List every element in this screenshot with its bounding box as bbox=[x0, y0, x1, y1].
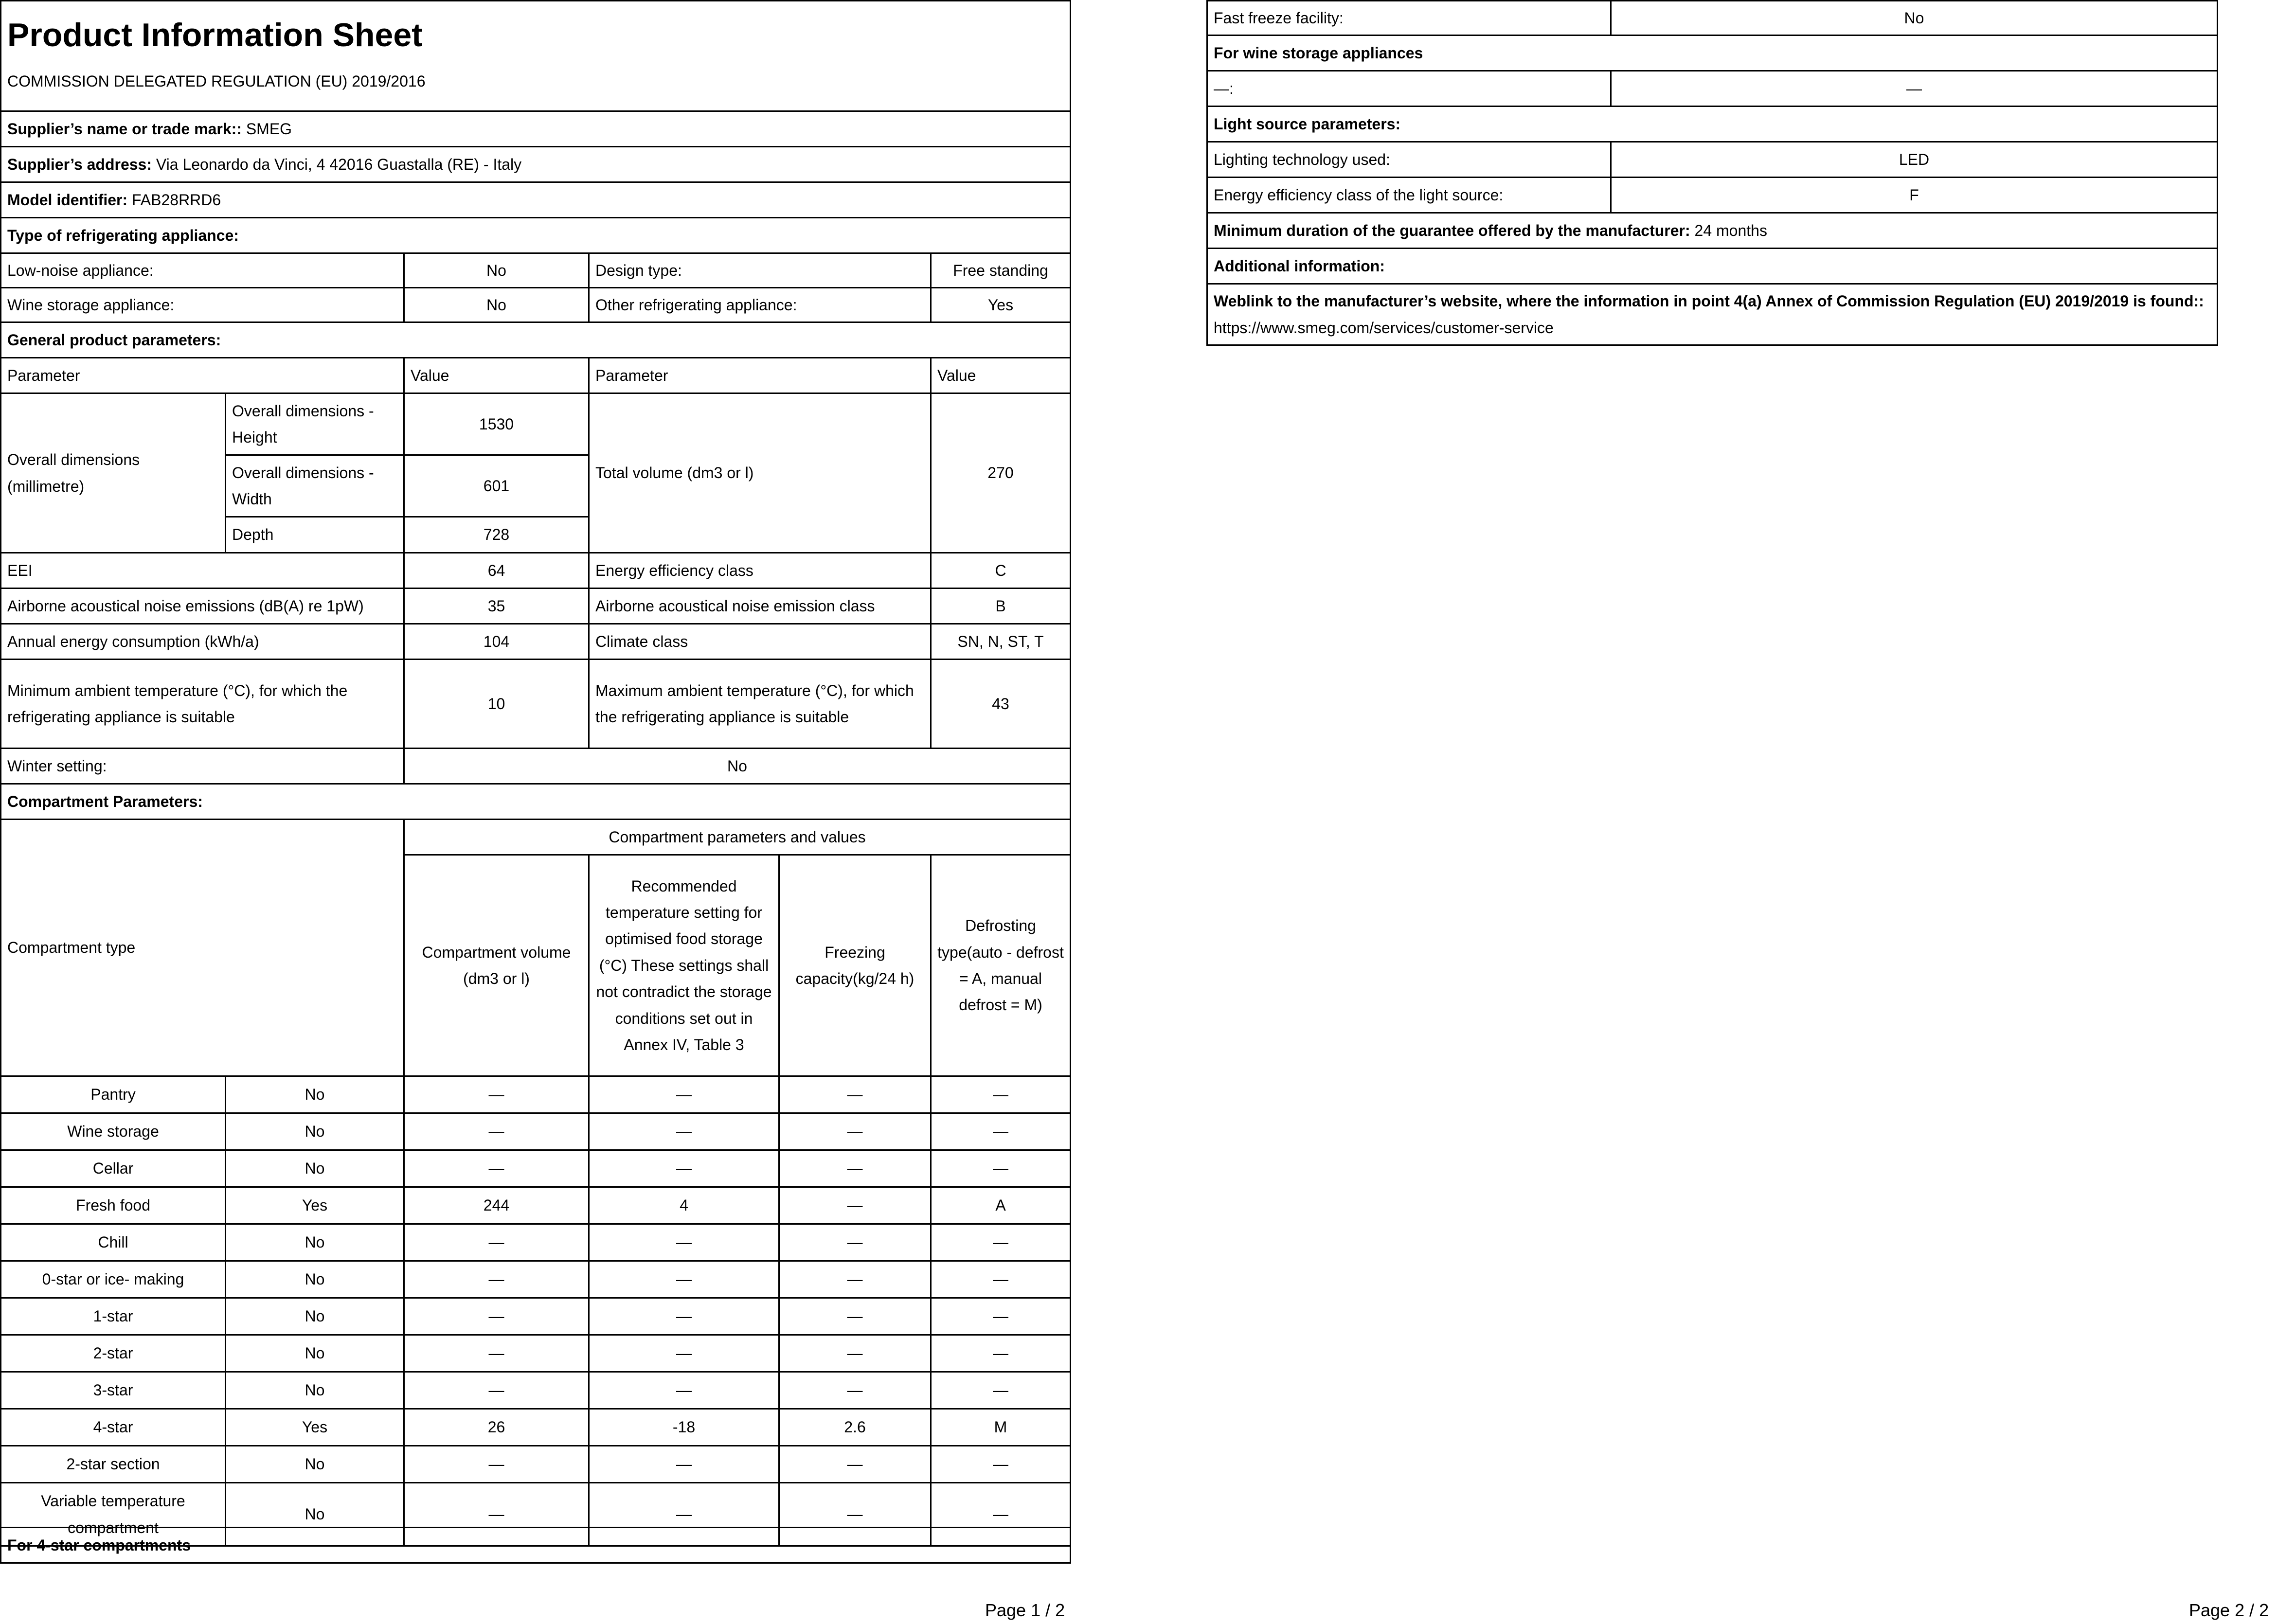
compartment-present-cell: No bbox=[225, 1075, 405, 1114]
compartment-name-cell: Variable temperature compartment bbox=[0, 1482, 226, 1547]
compartment-temp-cell: — bbox=[588, 1149, 780, 1188]
compartment-volume-cell: — bbox=[403, 1334, 590, 1373]
compartment-freeze-cell: — bbox=[778, 1075, 932, 1114]
weblink-row bbox=[1206, 283, 2218, 346]
guarantee-label: Minimum duration of the guarantee offered by the manufacturer: bbox=[1214, 221, 1690, 239]
compartment-volume-cell: — bbox=[403, 1482, 590, 1547]
depth-value: 728 bbox=[403, 516, 590, 553]
compartment-defrost-cell: — bbox=[930, 1260, 1071, 1299]
compartment-defrost-cell: — bbox=[930, 1149, 1071, 1188]
annual-energy-label: Annual energy consumption (kWh/a) bbox=[0, 623, 405, 660]
compartment-defrost-cell: — bbox=[930, 1482, 1071, 1547]
compartment-temp-cell: -18 bbox=[588, 1408, 780, 1446]
eei-label: EEI bbox=[0, 552, 405, 589]
compartment-temp-cell: — bbox=[588, 1112, 780, 1151]
width-value: 601 bbox=[403, 454, 590, 518]
compartment-temp-cell: — bbox=[588, 1297, 780, 1336]
overall-dims-label: Overall dimensions (millimetre) bbox=[0, 393, 226, 553]
compartment-volume-cell: 26 bbox=[403, 1408, 590, 1446]
compartment-name-cell: Chill bbox=[0, 1223, 226, 1262]
page-title: Product Information Sheet bbox=[7, 17, 423, 54]
fast-freeze-label: Fast freeze facility: bbox=[1206, 0, 1612, 36]
type-heading: Type of refrigerating appliance: bbox=[0, 217, 1071, 254]
compartment-name-cell: 2-star bbox=[0, 1334, 226, 1373]
compartment-volume-cell: — bbox=[403, 1445, 590, 1483]
noise-value: 35 bbox=[403, 588, 590, 625]
compartment-defrost-cell: — bbox=[930, 1223, 1071, 1262]
compartment-present-cell: No bbox=[225, 1112, 405, 1151]
compartment-defrost-cell: — bbox=[930, 1334, 1071, 1373]
compartment-volume-cell: — bbox=[403, 1223, 590, 1262]
climate-value: SN, N, ST, T bbox=[930, 623, 1071, 660]
compartment-present-cell: Yes bbox=[225, 1186, 405, 1225]
width-label: Overall dimensions - Width bbox=[225, 454, 405, 518]
compartment-name-cell: Wine storage bbox=[0, 1112, 226, 1151]
wine-dash-value: — bbox=[1610, 70, 2218, 107]
light-heading: Light source parameters: bbox=[1206, 106, 2218, 143]
compartment-freeze-cell: — bbox=[778, 1371, 932, 1410]
compartment-volume-cell: — bbox=[403, 1260, 590, 1299]
other-ref-label: Other refrigerating appliance: bbox=[588, 287, 932, 323]
supplier-address-value: Via Leonardo da Vinci, 4 42016 Guastalla (RE) - Italy bbox=[156, 155, 522, 173]
depth-label: Depth bbox=[225, 516, 405, 553]
light-class-label: Energy efficiency class of the light source: bbox=[1206, 177, 1612, 214]
compartment-name-cell: 0-star or ice- making bbox=[0, 1260, 226, 1299]
compartment-present-cell: No bbox=[225, 1371, 405, 1410]
compartment-name-cell: 1-star bbox=[0, 1297, 226, 1336]
compartment-defrost-cell: M bbox=[930, 1408, 1071, 1446]
compartment-temp-cell: — bbox=[588, 1445, 780, 1483]
height-value: 1530 bbox=[403, 393, 590, 456]
compartment-freeze-cell: — bbox=[778, 1260, 932, 1299]
compartment-freeze-cell: 2.6 bbox=[778, 1408, 932, 1446]
min-temp-label: Minimum ambient temperature (°C), for which the refrigerating appliance is suitable bbox=[0, 659, 405, 749]
wine-dash-label: —: bbox=[1206, 70, 1612, 107]
compartment-present-cell: No bbox=[225, 1223, 405, 1262]
energy-class-label: Energy efficiency class bbox=[588, 552, 932, 589]
col-defrost-header: Defrosting type(auto - defrost = A, manual defrost = M) bbox=[930, 854, 1071, 1077]
page-2 bbox=[1206, 0, 2277, 1624]
value-col-header: Value bbox=[403, 357, 590, 394]
max-temp-value: 43 bbox=[930, 659, 1071, 749]
compartment-temp-cell: — bbox=[588, 1075, 780, 1114]
supplier-name-value: SMEG bbox=[246, 120, 292, 138]
compartment-volume-cell: — bbox=[403, 1297, 590, 1336]
compartment-freeze-cell: — bbox=[778, 1445, 932, 1483]
supplier-name-row bbox=[0, 110, 1071, 147]
compartment-volume-cell: — bbox=[403, 1371, 590, 1410]
winter-label: Winter setting: bbox=[0, 748, 405, 785]
compartment-volume-cell: — bbox=[403, 1075, 590, 1114]
winter-value: No bbox=[403, 748, 1071, 785]
guarantee-row bbox=[1206, 212, 2218, 249]
compartment-defrost-cell: — bbox=[930, 1112, 1071, 1151]
noise-label: Airborne acoustical noise emissions (dB(A) re 1pW) bbox=[0, 588, 405, 625]
compartment-present-cell: Yes bbox=[225, 1408, 405, 1446]
annual-energy-value: 104 bbox=[403, 623, 590, 660]
compartment-present-cell: No bbox=[225, 1334, 405, 1373]
lighting-value: LED bbox=[1610, 141, 2218, 178]
model-row bbox=[0, 181, 1071, 218]
four-star-heading: For 4-star compartments bbox=[0, 1527, 1071, 1564]
supplier-address-label: Supplier’s address: bbox=[7, 155, 152, 173]
total-volume-value: 270 bbox=[930, 393, 1071, 553]
fast-freeze-value: No bbox=[1610, 0, 2218, 36]
compartment-temp-cell: — bbox=[588, 1260, 780, 1299]
parameter-col-header: Parameter bbox=[0, 357, 405, 394]
compartment-temp-cell: — bbox=[588, 1334, 780, 1373]
general-heading: General product parameters: bbox=[0, 321, 1071, 358]
wine-storage-label: Wine storage appliance: bbox=[0, 287, 405, 323]
compartment-present-cell: No bbox=[225, 1482, 405, 1547]
compartment-volume-cell: — bbox=[403, 1149, 590, 1188]
wine-storage-value: No bbox=[403, 287, 590, 323]
wine-heading: For wine storage appliances bbox=[1206, 35, 2218, 71]
low-noise-value: No bbox=[403, 252, 590, 288]
col-freezing-header: Freezing capacity(kg/24 h) bbox=[778, 854, 932, 1077]
compartment-name-cell: 3-star bbox=[0, 1371, 226, 1410]
regulation-text: COMMISSION DELEGATED REGULATION (EU) 2019/2016 bbox=[7, 72, 426, 90]
light-class-value: F bbox=[1610, 177, 2218, 214]
compartment-name-cell: Cellar bbox=[0, 1149, 226, 1188]
compartment-present-cell: No bbox=[225, 1149, 405, 1188]
model-label: Model identifier: bbox=[7, 191, 128, 209]
compartment-name-cell: 2-star section bbox=[0, 1445, 226, 1483]
design-type-label: Design type: bbox=[588, 252, 932, 288]
total-volume-label: Total volume (dm3 or l) bbox=[588, 393, 932, 553]
compartment-freeze-cell: — bbox=[778, 1482, 932, 1547]
compartment-freeze-cell: — bbox=[778, 1149, 932, 1188]
compartment-defrost-cell: — bbox=[930, 1297, 1071, 1336]
min-temp-value: 10 bbox=[403, 659, 590, 749]
compartment-freeze-cell: — bbox=[778, 1112, 932, 1151]
compartment-name-cell: Fresh food bbox=[0, 1186, 226, 1225]
guarantee-value: 24 months bbox=[1694, 221, 1767, 239]
lighting-label: Lighting technology used: bbox=[1206, 141, 1612, 178]
compartment-freeze-cell: — bbox=[778, 1334, 932, 1373]
page-1 bbox=[0, 0, 1071, 1624]
compartment-temp-cell: 4 bbox=[588, 1186, 780, 1225]
energy-class-value: C bbox=[930, 552, 1071, 589]
compartment-present-cell: No bbox=[225, 1445, 405, 1483]
compartment-name-cell: 4-star bbox=[0, 1408, 226, 1446]
noise-class-value: B bbox=[930, 588, 1071, 625]
noise-class-label: Airborne acoustical noise emission class bbox=[588, 588, 932, 625]
additional-heading: Additional information: bbox=[1206, 248, 2218, 285]
weblink-label: Weblink to the manufacturer’s website, where the information in point 4(a) Annex of Commission Regulation (EU) 2019/2019 is found:: bbox=[1214, 292, 2204, 310]
compartment-present-cell: No bbox=[225, 1297, 405, 1336]
compartment-present-cell: No bbox=[225, 1260, 405, 1299]
compartment-temp-cell: — bbox=[588, 1371, 780, 1410]
max-temp-label: Maximum ambient temperature (°C), for which the refrigerating appliance is suitable bbox=[588, 659, 932, 749]
compartment-volume-cell: 244 bbox=[403, 1186, 590, 1225]
compartment-temp-cell: — bbox=[588, 1223, 780, 1262]
compartment-freeze-cell: — bbox=[778, 1186, 932, 1225]
title-cell bbox=[0, 0, 1071, 112]
supplier-address-row bbox=[0, 146, 1071, 183]
compartment-freeze-cell: — bbox=[778, 1223, 932, 1262]
compartment-freeze-cell: — bbox=[778, 1297, 932, 1336]
compartment-type-header: Compartment type bbox=[0, 819, 405, 1077]
design-type-value: Free standing bbox=[930, 252, 1071, 288]
col-volume-header: Compartment volume (dm3 or l) bbox=[403, 854, 590, 1077]
climate-label: Climate class bbox=[588, 623, 932, 660]
compartment-defrost-cell: — bbox=[930, 1075, 1071, 1114]
value-col-header-2: Value bbox=[930, 357, 1071, 394]
compartment-values-header: Compartment parameters and values bbox=[403, 819, 1071, 856]
model-value: FAB28RRD6 bbox=[132, 191, 221, 209]
col-temp-header: Recommended temperature setting for optimised food storage (°C) These settings shall not contradict the storage conditions set out in Annex IV, Table 3 bbox=[588, 854, 780, 1077]
compartment-name-cell: Pantry bbox=[0, 1075, 226, 1114]
compartment-defrost-cell: A bbox=[930, 1186, 1071, 1225]
compartment-volume-cell: — bbox=[403, 1112, 590, 1151]
other-ref-value: Yes bbox=[930, 287, 1071, 323]
page-number-1: Page 1 / 2 bbox=[985, 1600, 1065, 1620]
compartment-temp-cell: — bbox=[588, 1482, 780, 1547]
parameter-col-header-2: Parameter bbox=[588, 357, 932, 394]
compartment-defrost-cell: — bbox=[930, 1371, 1071, 1410]
weblink-value: https://www.smeg.com/services/customer-service bbox=[1214, 319, 1554, 337]
low-noise-label: Low-noise appliance: bbox=[0, 252, 405, 288]
eei-value: 64 bbox=[403, 552, 590, 589]
supplier-name-label: Supplier’s name or trade mark:: bbox=[7, 120, 242, 138]
page-number-2: Page 2 / 2 bbox=[2189, 1600, 2269, 1620]
height-label: Overall dimensions - Height bbox=[225, 393, 405, 456]
compartment-heading: Compartment Parameters: bbox=[0, 783, 1071, 820]
compartment-defrost-cell: — bbox=[930, 1445, 1071, 1483]
